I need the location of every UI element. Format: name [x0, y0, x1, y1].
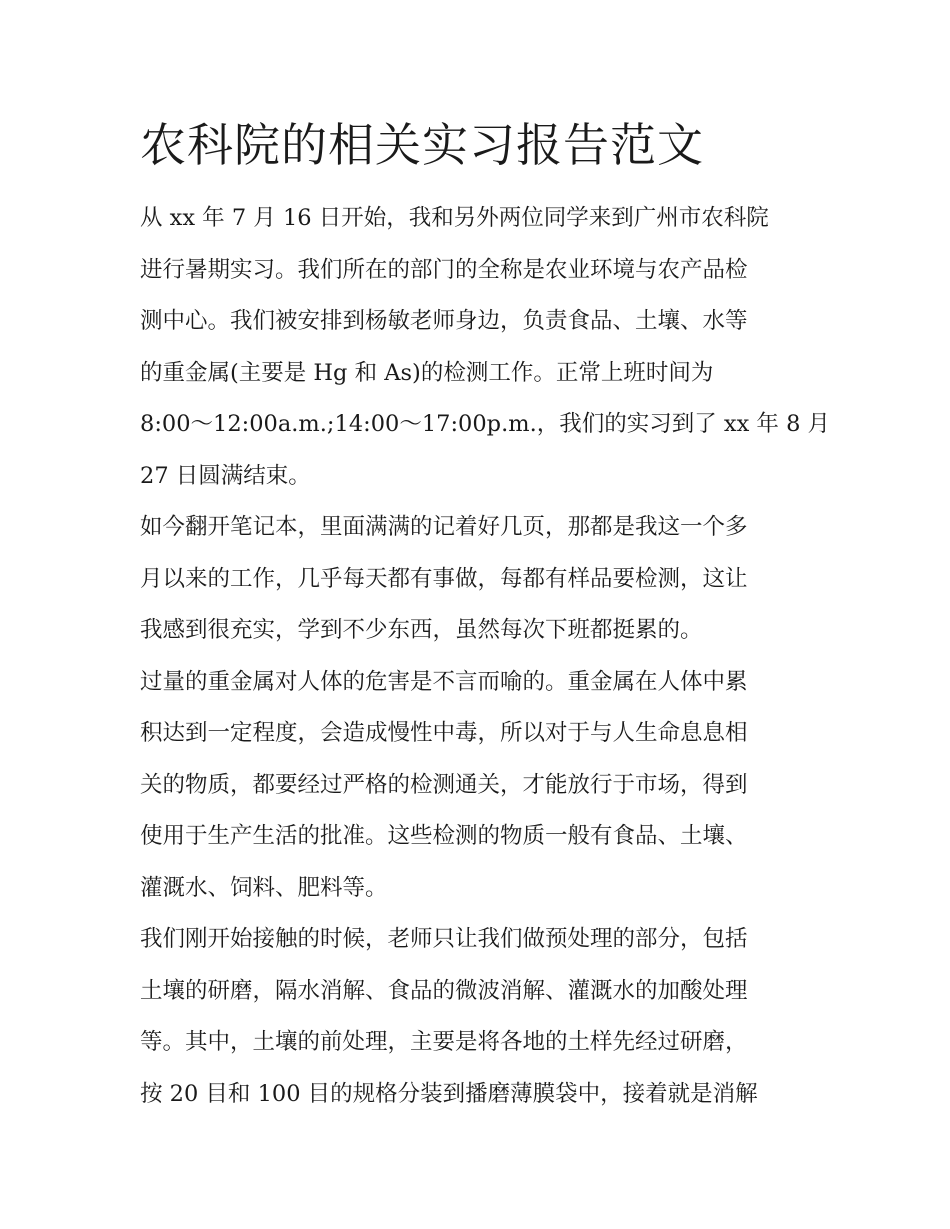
paragraph-1	[140, 193, 831, 502]
paragraph-4	[140, 914, 812, 1120]
text-line: 积达到一定程度，会造成慢性中毒，所以对于与人生命息息相	[140, 720, 748, 746]
text-line: 8:00～12:00a.m.;14:00～17:00p.m.，我们的实习到了 xx 年 8 月	[140, 411, 831, 437]
paragraph-3	[140, 657, 812, 915]
document-page	[140, 0, 831, 1120]
text-line: 27 日圆满结束。	[140, 462, 311, 489]
text-line: 我们刚开始接触的时候，老师只让我们做预处理的部分，包括	[140, 926, 748, 952]
text-line: 月以来的工作，几乎每天都有事做，每都有样品要检测，这让	[140, 565, 748, 592]
text-line: 过量的重金属对人体的危害是不言而喻的。重金属在人体中累	[140, 668, 748, 695]
text-line: 测中心。我们被安排到杨敏老师身边，负责食品、土壤、水等	[140, 308, 748, 334]
document-title: 农科院的相关实习报告范文	[140, 118, 704, 172]
text-line: 如今翻开笔记本，里面满满的记着好几页，那都是我这一个多	[140, 514, 748, 540]
text-line: 的重金属(主要是 Hg 和 As)的检测工作。正常上班时间为	[140, 359, 714, 386]
text-line: 按 20 目和 100 目的规格分装到播磨薄膜袋中，接着就是消解	[140, 1080, 758, 1107]
text-line: 等。其中，土壤的前处理，主要是将各地的土样先经过研磨，	[140, 1029, 748, 1055]
document-body	[140, 193, 831, 1120]
paragraph-2	[140, 502, 812, 657]
text-line: 土壤的研磨，隔水消解、食品的微波消解、灌溉水的加酸处理	[140, 977, 748, 1004]
text-line: 使用于生产生活的批准。这些检测的物质一般有食品、土壤、	[140, 823, 748, 849]
text-line: 进行暑期实习。我们所在的部门的全称是农业环境与农产品检	[140, 256, 748, 283]
text-line: 灌溉水、饲料、肥料等。	[140, 874, 388, 901]
text-line: 关的物质，都要经过严格的检测通关，才能放行于市场，得到	[140, 771, 748, 798]
text-line: 我感到很充实，学到不少东西，虽然每次下班都挺累的。	[140, 617, 703, 643]
text-line: 从 xx 年 7 月 16 日开始，我和另外两位同学来到广州市农科院	[140, 205, 769, 231]
